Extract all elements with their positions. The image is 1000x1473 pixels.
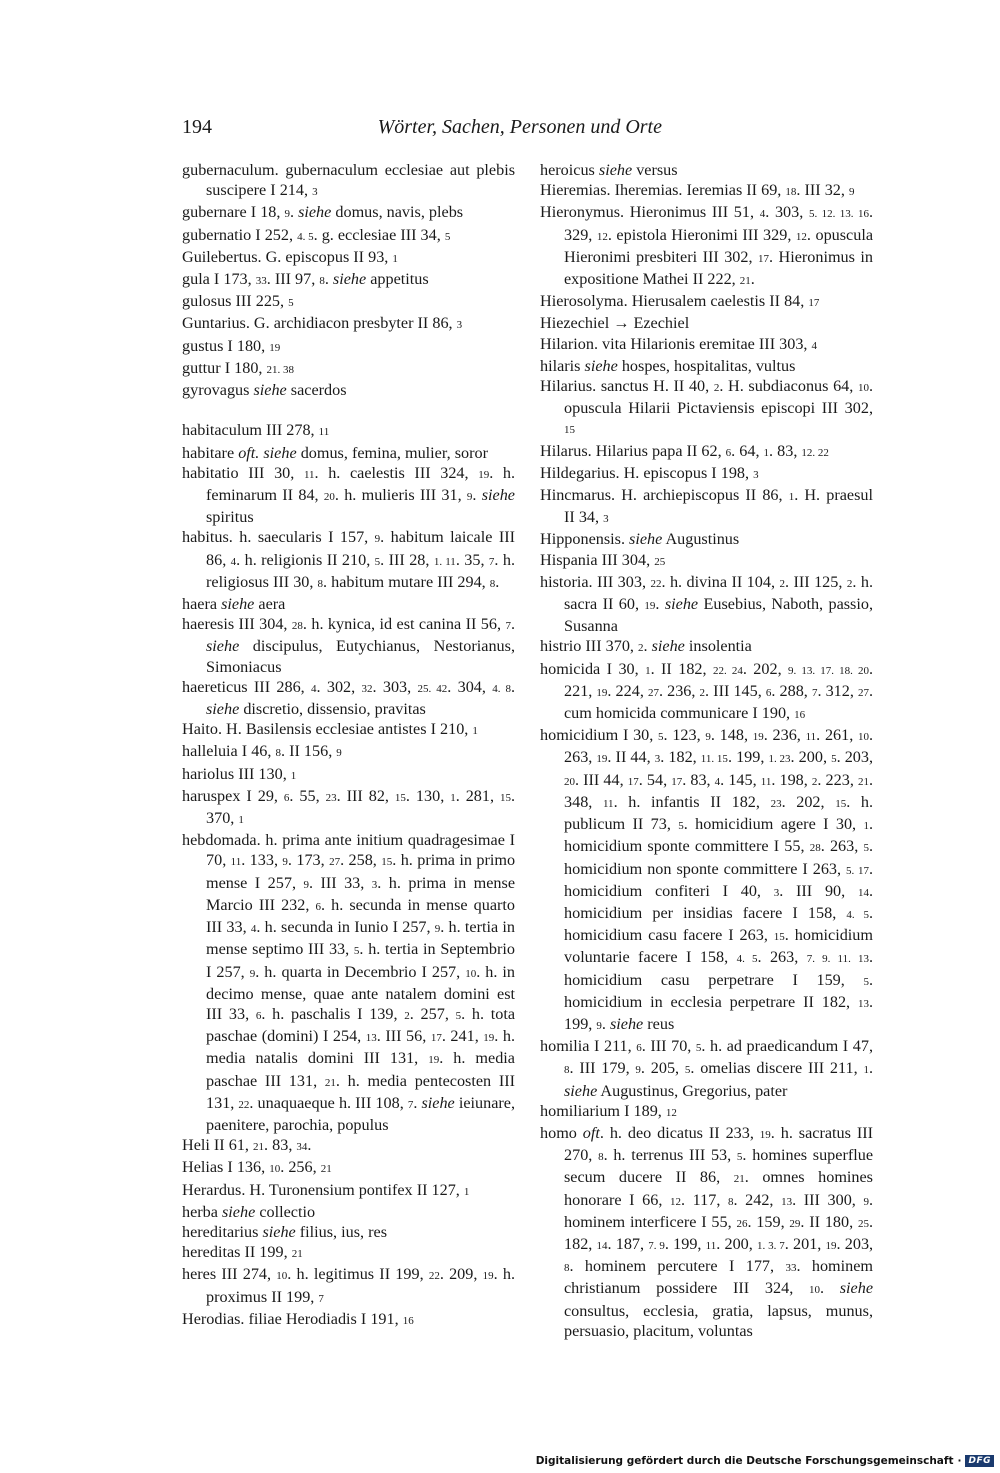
index-entry: Haito. H. Basilensis ecclesiae antistes I 210, 1 (182, 720, 478, 739)
index-entry: Heli II 61, 21. 83, 34. (182, 1136, 312, 1155)
index-entry: histrio III 370, 2. siehe insolentia (540, 637, 752, 656)
index-entry: gulosus III 225, 5 (182, 292, 294, 311)
index-entry: Hieremias. Iheremias. Ieremias II 69, 18. III 32, 9 (540, 181, 855, 200)
index-entry: haera siehe aera (182, 595, 286, 614)
index-entry: Helias I 136, 10. 256, 21 (182, 1158, 332, 1177)
index-entry: habitare oft. siehe domus, femina, mulier, soror (182, 443, 488, 462)
index-entry: Hilarius. sanctus H. II 40, 2. H. subdiaconus 64, 10. opuscula Hilarii Pictaviensis episcopi III 302, 15 (540, 377, 873, 437)
index-column-right (540, 160, 873, 1341)
index-entry: Herodias. filiae Herodiadis I 191, 16 (182, 1309, 414, 1328)
footer-credit: Digitalisierung gefördert durch die Deutsche Forschungsgemeinschaft (535, 1455, 954, 1467)
dfg-logo: DFG (965, 1455, 994, 1467)
index-entry: homicida I 30, 1. II 182, 22. 24. 202, 9. 13. 17. 18. 20. 221, 19. 224, 27. 236, 2. III 145, 6. 288, 7. 312, 27. cum homicida communicare I 190, 16 (540, 659, 874, 723)
index-entry: haereticus III 286, 4. 302, 32. 303, 25. 42. 304, 4. 8. siehe discretio, dissensio, pravitas (182, 677, 516, 719)
index-entry: gubernare I 18, 9. siehe domus, navis, plebs (182, 203, 464, 222)
index-entry: hebdomada. h. prima ante initium quadragesimae I 70, 11. 133, 9. 173, 27. 258, 15. h. prima in primo mense I 257, 9. III 33, 3. h. prima in mense Marcio III 232, 6. h. secunda in mense quarto III 33, 4. h. secunda in Iunio I 257, 9. h. tertia in mense septimo III 33, 5. h. tertia in Septembrio I 257, 9. h. quarta in Decembrio I 257, 10. h. in decimo mense, quae ante natalem domini est III 33, 6. h. paschalis I 139, 2. 257, 5. h. tota paschae (domini) I 254, 13. III 56, 17. 241, 19. h. media natalis domini III 131, 19. h. media paschae III 131, 21. h. media pentecosten III 131, 22. unaquaeque h. III 108, 7. siehe ieiunare, paenitere, parochia, populus (182, 831, 516, 1134)
page-number: 194 (182, 116, 212, 138)
index-entry: gubernatio I 252, 4. 5. g. ecclesiae III 34, 5 (182, 225, 451, 244)
index-entry: Guntarius. G. archidiacon presbyter II 86, 3 (182, 314, 463, 333)
index-entry: heroicus siehe versus (540, 161, 678, 179)
index-entry: hereditarius siehe filius, ius, res (182, 1222, 388, 1241)
index-entry: herba siehe collectio (182, 1202, 316, 1221)
index-entry: gula I 173, 33. III 97, 8. siehe appetitus (182, 270, 429, 289)
index-entry: Guilebertus. G. episcopus II 93, 1 (182, 247, 398, 266)
index-entry: guttur I 180, 21. 38 (182, 358, 295, 377)
index-column-left (182, 160, 515, 1331)
index-entry: habitatio III 30, 11. h. caelestis III 324, 19. h. feminarum II 84, 20. h. mulieris III 31, 9. siehe spiritus (182, 463, 516, 527)
index-entry: homiliarium I 189, 12 (540, 1101, 677, 1120)
index-entry: Hiezechiel → Ezechiel (540, 314, 690, 333)
index-entry: historia. III 303, 22. h. divina II 104, 2. III 125, 2. h. sacra II 60, 19. siehe Eusebius, Naboth, passio, Susanna (540, 572, 874, 636)
index-entry: gubernaculum. gubernaculum ecclesiae aut plebis suscipere I 214, 3 (182, 161, 515, 200)
index-entry: habitus. h. saecularis I 157, 9. habitum laicale III 86, 4. h. religionis II 210, 5. III 28, 1. 11. 35, 7. h. religiosus III 30, 8. habitum mutare III 294, 8. (182, 528, 516, 591)
index-entry: Hilarus. Hilarius papa II 62, 6. 64, 1. 83, 12. 22 (540, 441, 829, 460)
index-entry: Hilarion. vita Hilarionis eremitae III 303, 4 (540, 334, 818, 353)
index-entry: Hipponensis. siehe Augustinus (540, 530, 740, 549)
index-entry: homo oft. h. deo dicatus II 233, 19. h. sacratus III 270, 8. h. terrenus III 53, 5. homines superflue secum ducere II 86, 21. omnes homines honorare I 66, 12. 117, 8. 242, 13. III 300, 9. hominem interficere I 55, 26. 159, 29. II 180, 25. 182, 14. 187, 7. 9. 199, 11. 200, 1. 3. 7. 201, 19. 203, 8. hominem percutere I 177, 33. hominem christianum possidere III 324, 10. siehe consultus, ecclesia, gratia, lapsus, munus, persuasio, placitum, voluntas (540, 1123, 874, 1340)
index-entry: Hildegarius. H. episcopus I 198, 3 (540, 463, 759, 482)
index-entry: hilaris siehe hospes, hospitalitas, vultus (540, 356, 796, 375)
index-entry: Hierosolyma. Hierusalem caelestis II 84, 17 (540, 292, 820, 311)
footer (536, 1455, 994, 1467)
index-entry: Herardus. H. Turonensium pontifex II 127, 1 (182, 1180, 470, 1199)
index-entry: halleluia I 46, 8. II 156, 9 (182, 742, 342, 761)
index-entry: Hispania III 304, 25 (540, 550, 666, 569)
running-title: Wörter, Sachen, Personen und Orte (377, 116, 662, 138)
index-entry: Hincmarus. H. archiepiscopus II 86, 1. H. praesul II 34, 3 (540, 486, 873, 527)
index-entry: gyrovagus siehe sacerdos (182, 381, 347, 400)
index-entry: gustus I 180, 19 (182, 336, 281, 355)
index-entry: habitaculum III 278, 11 (182, 421, 330, 440)
index-entry: haruspex I 29, 6. 55, 23. III 82, 15. 130, 1. 281, 15. 370, 1 (182, 786, 516, 828)
index-entry: homicidium I 30, 5. 123, 9. 148, 19. 236, 11. 261, 10. 263, 19. II 44, 3. 182, 11. 15. 199, 1. 23. 200, 5. 203, 20. III 44, 17. 54, 17. 83, 4. 145, 11. 198, 2. 223, 21. 348, 11. h. infantis II 182, 23. 202, 15. h. publicum II 73, 5. homicidium agere I 30, 1. homicidium sponte committere I 55, 28. 263, 5. homicidium non sponte committere I 263, 5. 17. homicidium confiteri I 40, 3. III 90, 14. homicidium per insidias facere I 158, 4. 5. homicidium casu facere I 263, 15. homicidium voluntarie facere I 158, 4. 5. 263, 7. 9. 11. 13. homicidium casu perpetrare I 159, 5. homicidium in ecclesia perpetrare II 182, 13. 199, 9. siehe reus (540, 726, 874, 1033)
index-entry: hereditas II 199, 21 (182, 1243, 303, 1262)
index-entry: hariolus III 130, 1 (182, 764, 297, 783)
index-entry: haeresis III 304, 28. h. kynica, id est canina II 56, 7. siehe discipulus, Eutychianus, Nestorianus, Simoniacus (182, 615, 515, 676)
index-entry: heres III 274, 10. h. legitimus II 199, 22. 209, 19. h. proximus II 199, 7 (182, 1265, 515, 1306)
index-entry: homilia I 211, 6. III 70, 5. h. ad praedicandum I 47, 8. III 179, 9. 205, 5. omelias discere III 211, 1. siehe Augustinus, Gregorius, pater (540, 1037, 873, 1100)
footer-separator: · (957, 1455, 962, 1467)
index-entry: Hieronymus. Hieronimus III 51, 4. 303, 5. 12. 13. 16. 329, 12. epistola Hieronimi III 329, 12. opuscula Hieronimi presbiteri III 302, 17. Hieronimus in expositione Mathei II 222, 21. (540, 203, 874, 289)
